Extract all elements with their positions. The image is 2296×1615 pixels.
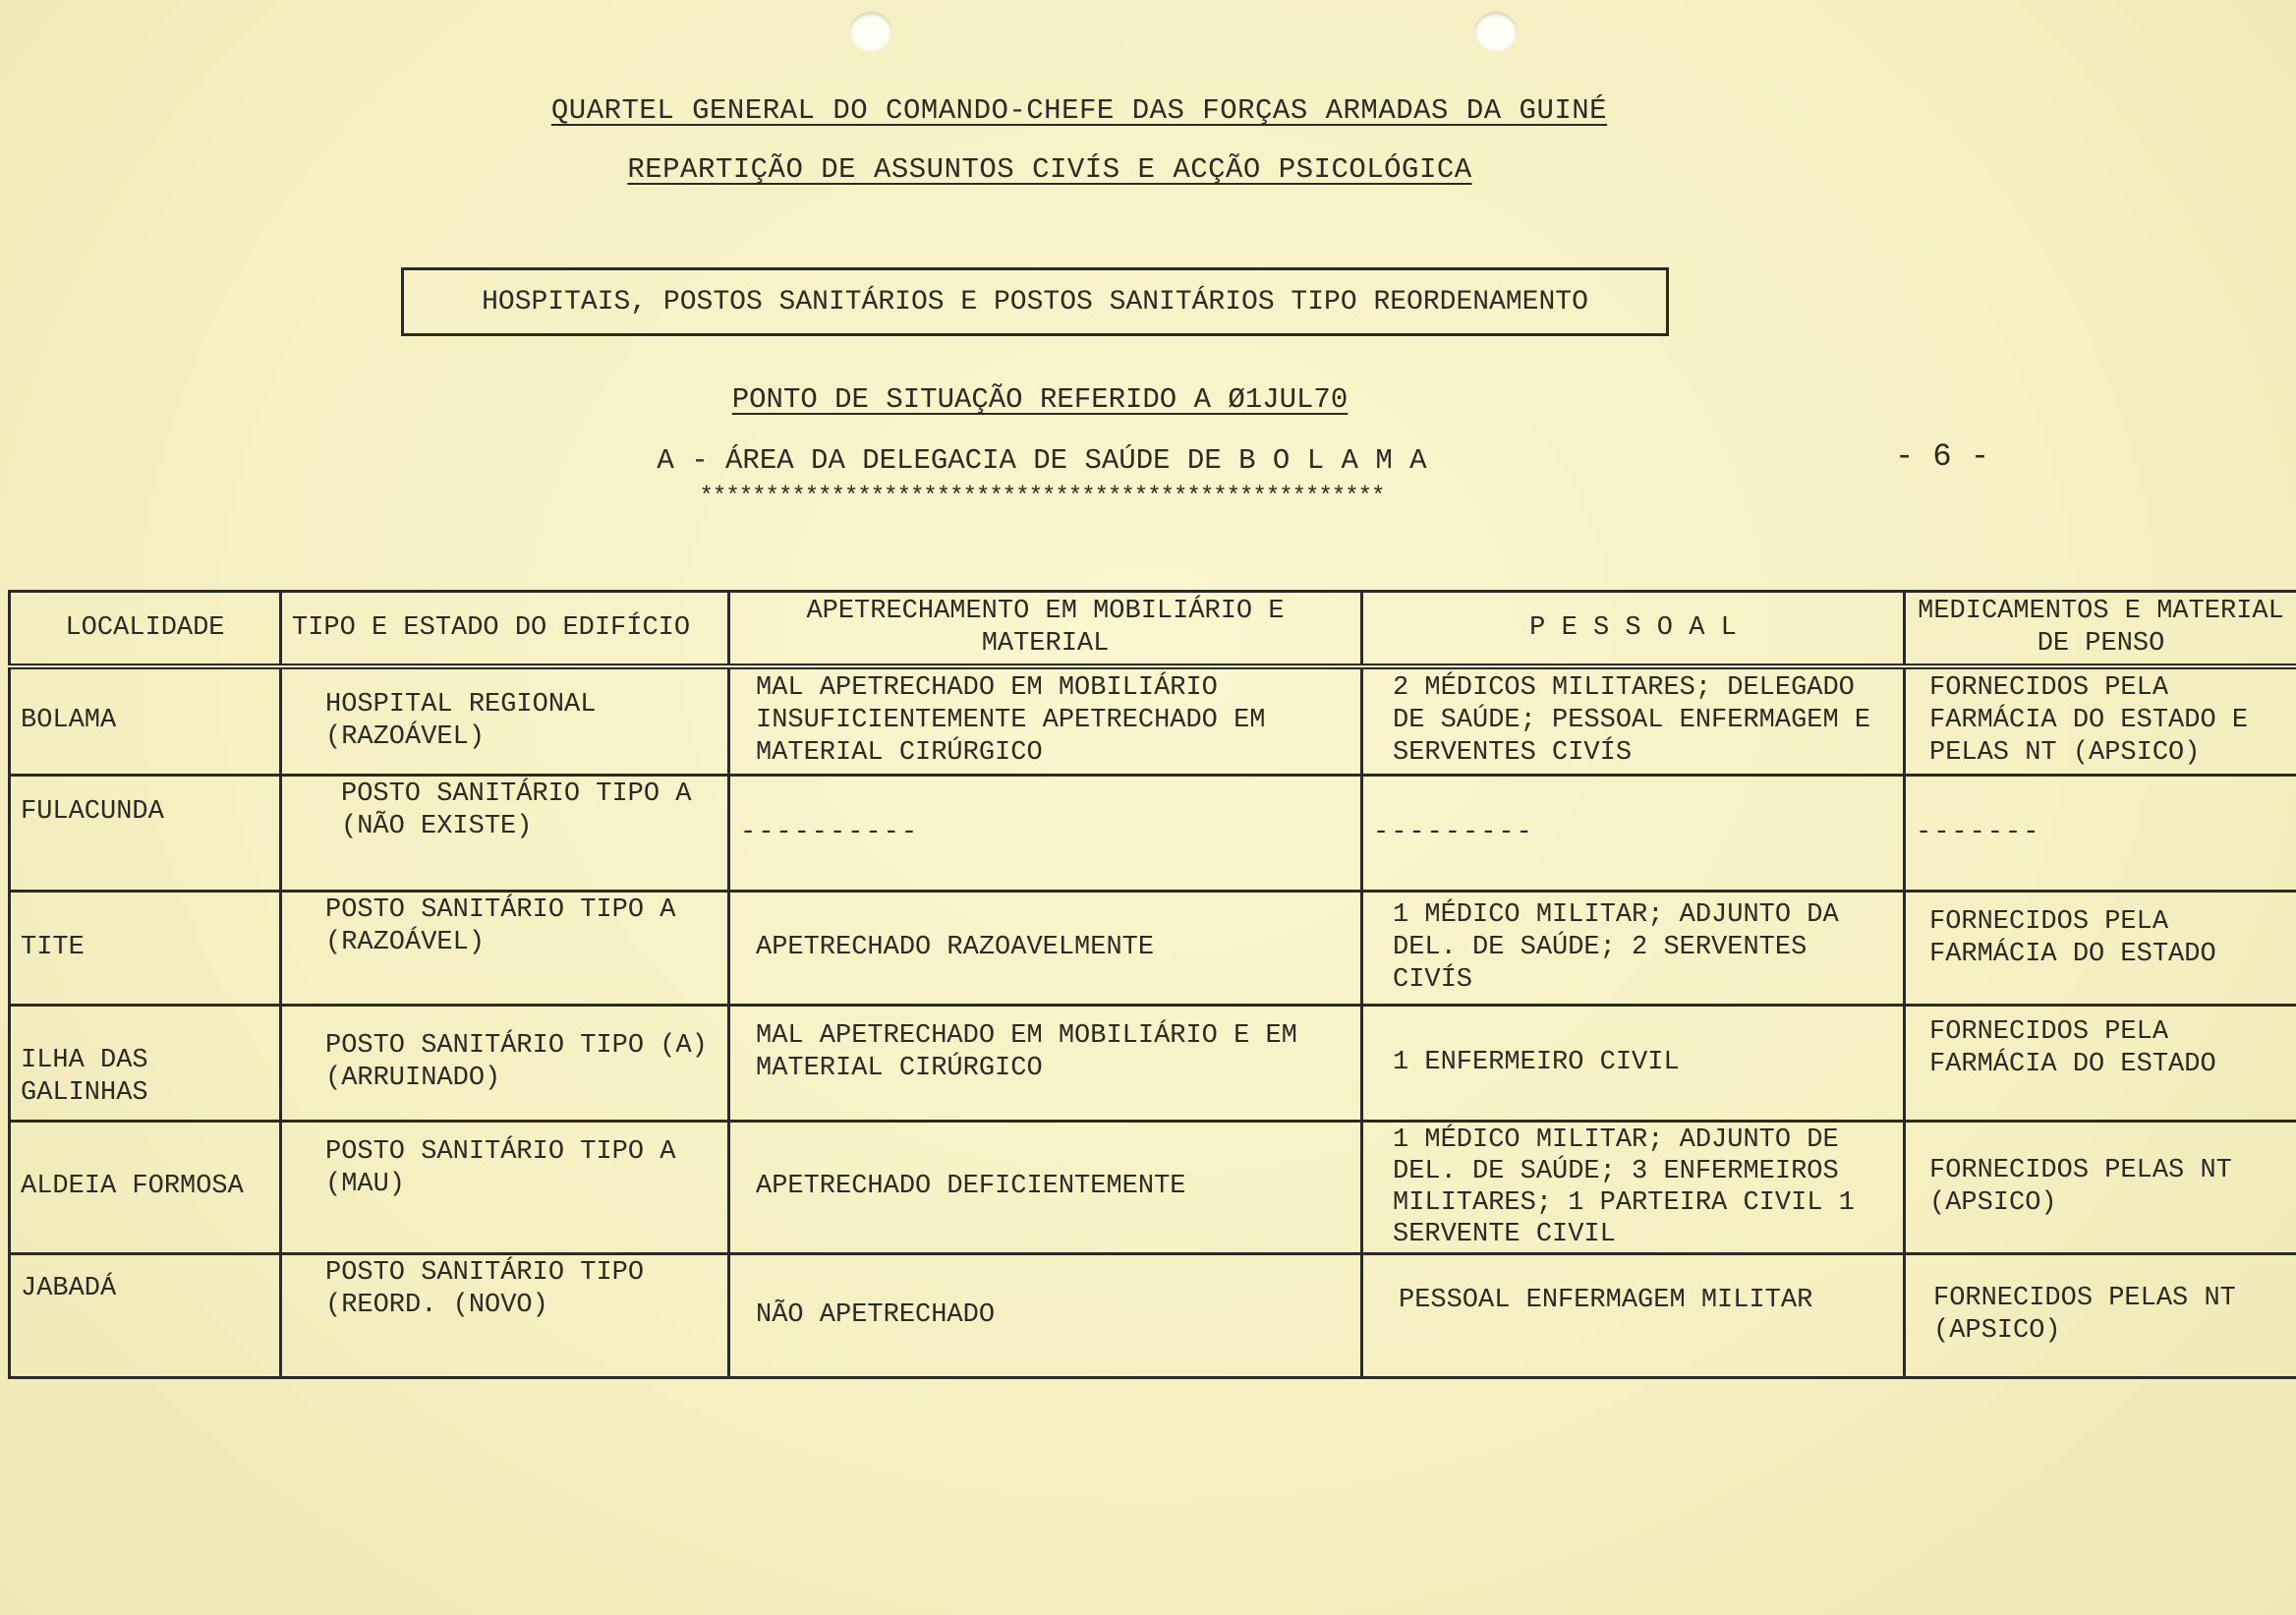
title-box: HOSPITAIS, POSTOS SANITÁRIOS E POSTOS SANITÁRIOS TIPO REORDENAMENTO (401, 267, 1669, 336)
cell-medicamentos: ------- (1905, 775, 2296, 891)
situation-date: PONTO DE SITUAÇÃO REFERIDO A Ø1JUL70 (731, 383, 1349, 416)
cell-localidade: ILHA DAS GALINHAS (10, 1005, 281, 1121)
cell-apetrechamento: APETRECHADO DEFICIENTEMENTE (729, 1121, 1362, 1253)
cell-pessoal: --------- (1362, 775, 1905, 891)
cell-apetrechamento: APETRECHADO RAZOAVELMENTE (729, 891, 1362, 1005)
table-row (10, 1005, 2296, 1121)
cell-pessoal: PESSOAL ENFERMAGEM MILITAR (1362, 1253, 1905, 1377)
page-number: - 6 - (1895, 438, 1990, 475)
punch-hole-right (1474, 12, 1518, 51)
table-row (10, 1253, 2296, 1377)
cell-apetrechamento: ---------- (729, 775, 1362, 891)
cell-edificio: POSTO SANITÁRIO TIPO (A) (ARRUINADO) (281, 1005, 729, 1121)
col-medicamentos: MEDICAMENTOS E MATERIAL DE PENSO (1905, 592, 2296, 667)
table-row (10, 666, 2296, 775)
table-row (10, 1121, 2296, 1253)
cell-localidade: ALDEIA FORMOSA (10, 1121, 281, 1253)
cell-medicamentos: FORNECIDOS PELA FARMÁCIA DO ESTADO (1905, 891, 2296, 1005)
cell-apetrechamento: NÃO APETRECHADO (729, 1253, 1362, 1377)
asterisk-rule: **************************************************** (699, 484, 1385, 510)
punch-hole-left (849, 12, 892, 51)
col-localidade: LOCALIDADE (10, 592, 281, 667)
cell-pessoal: 1 MÉDICO MILITAR; ADJUNTO DA DEL. DE SAÚDE; 2 SERVENTES CIVÍS (1362, 891, 1905, 1005)
cell-apetrechamento: MAL APETRECHADO EM MOBILIÁRIO E EM MATERIAL CIRÚRGICO (729, 1005, 1362, 1121)
cell-medicamentos: FORNECIDOS PELA FARMÁCIA DO ESTADO (1905, 1005, 2296, 1121)
table-row (10, 775, 2296, 891)
header-line-2: REPARTIÇÃO DE ASSUNTOS CIVÍS E ACÇÃO PSICOLÓGICA (627, 153, 1472, 186)
cell-pessoal: 1 ENFERMEIRO CIVIL (1362, 1005, 1905, 1121)
cell-medicamentos: FORNECIDOS PELAS NT (APSICO) (1905, 1253, 2296, 1377)
cell-localidade: JABADÁ (10, 1253, 281, 1377)
cell-pessoal: 1 MÉDICO MILITAR; ADJUNTO DE DEL. DE SAÚDE; 3 ENFERMEIROS MILITARES; 1 PARTEIRA CIVIL 1 SERVENTE CIVIL (1362, 1121, 1905, 1253)
header-line-1: QUARTEL GENERAL DO COMANDO-CHEFE DAS FORÇAS ARMADAS DA GUINÉ (550, 94, 1608, 127)
cell-localidade: FULACUNDA (10, 775, 281, 891)
cell-localidade: TITE (10, 891, 281, 1005)
table-row (10, 891, 2296, 1005)
table-header-row (10, 592, 2296, 667)
cell-localidade: BOLAMA (10, 666, 281, 775)
cell-edificio: POSTO SANITÁRIO TIPO A (RAZOÁVEL) (281, 891, 729, 1005)
area-title: A - ÁREA DA DELEGACIA DE SAÚDE DE B O L A M A (657, 444, 1427, 477)
cell-medicamentos: FORNECIDOS PELA FARMÁCIA DO ESTADO E PELAS NT (APSICO) (1905, 666, 2296, 775)
cell-edificio: POSTO SANITÁRIO TIPO A (MAU) (281, 1121, 729, 1253)
cell-edificio: POSTO SANITÁRIO TIPO (REORD. (NOVO) (281, 1253, 729, 1377)
health-posts-table (8, 590, 2296, 1379)
cell-pessoal: 2 MÉDICOS MILITARES; DELEGADO DE SAÚDE; PESSOAL ENFERMAGEM E SERVENTES CIVÍS (1362, 666, 1905, 775)
cell-apetrechamento: MAL APETRECHADO EM MOBILIÁRIO INSUFICIENTEMENTE APETRECHADO EM MATERIAL CIRÚRGICO (729, 666, 1362, 775)
col-edificio: TIPO E ESTADO DO EDIFÍCIO (281, 592, 729, 667)
col-apetrechamento: APETRECHAMENTO EM MOBILIÁRIO E MATERIAL (729, 592, 1362, 667)
cell-edificio: POSTO SANITÁRIO TIPO A (NÃO EXISTE) (281, 775, 729, 891)
cell-edificio: HOSPITAL REGIONAL (RAZOÁVEL) (281, 666, 729, 775)
cell-medicamentos: FORNECIDOS PELAS NT (APSICO) (1905, 1121, 2296, 1253)
col-pessoal: P E S S O A L (1362, 592, 1905, 667)
